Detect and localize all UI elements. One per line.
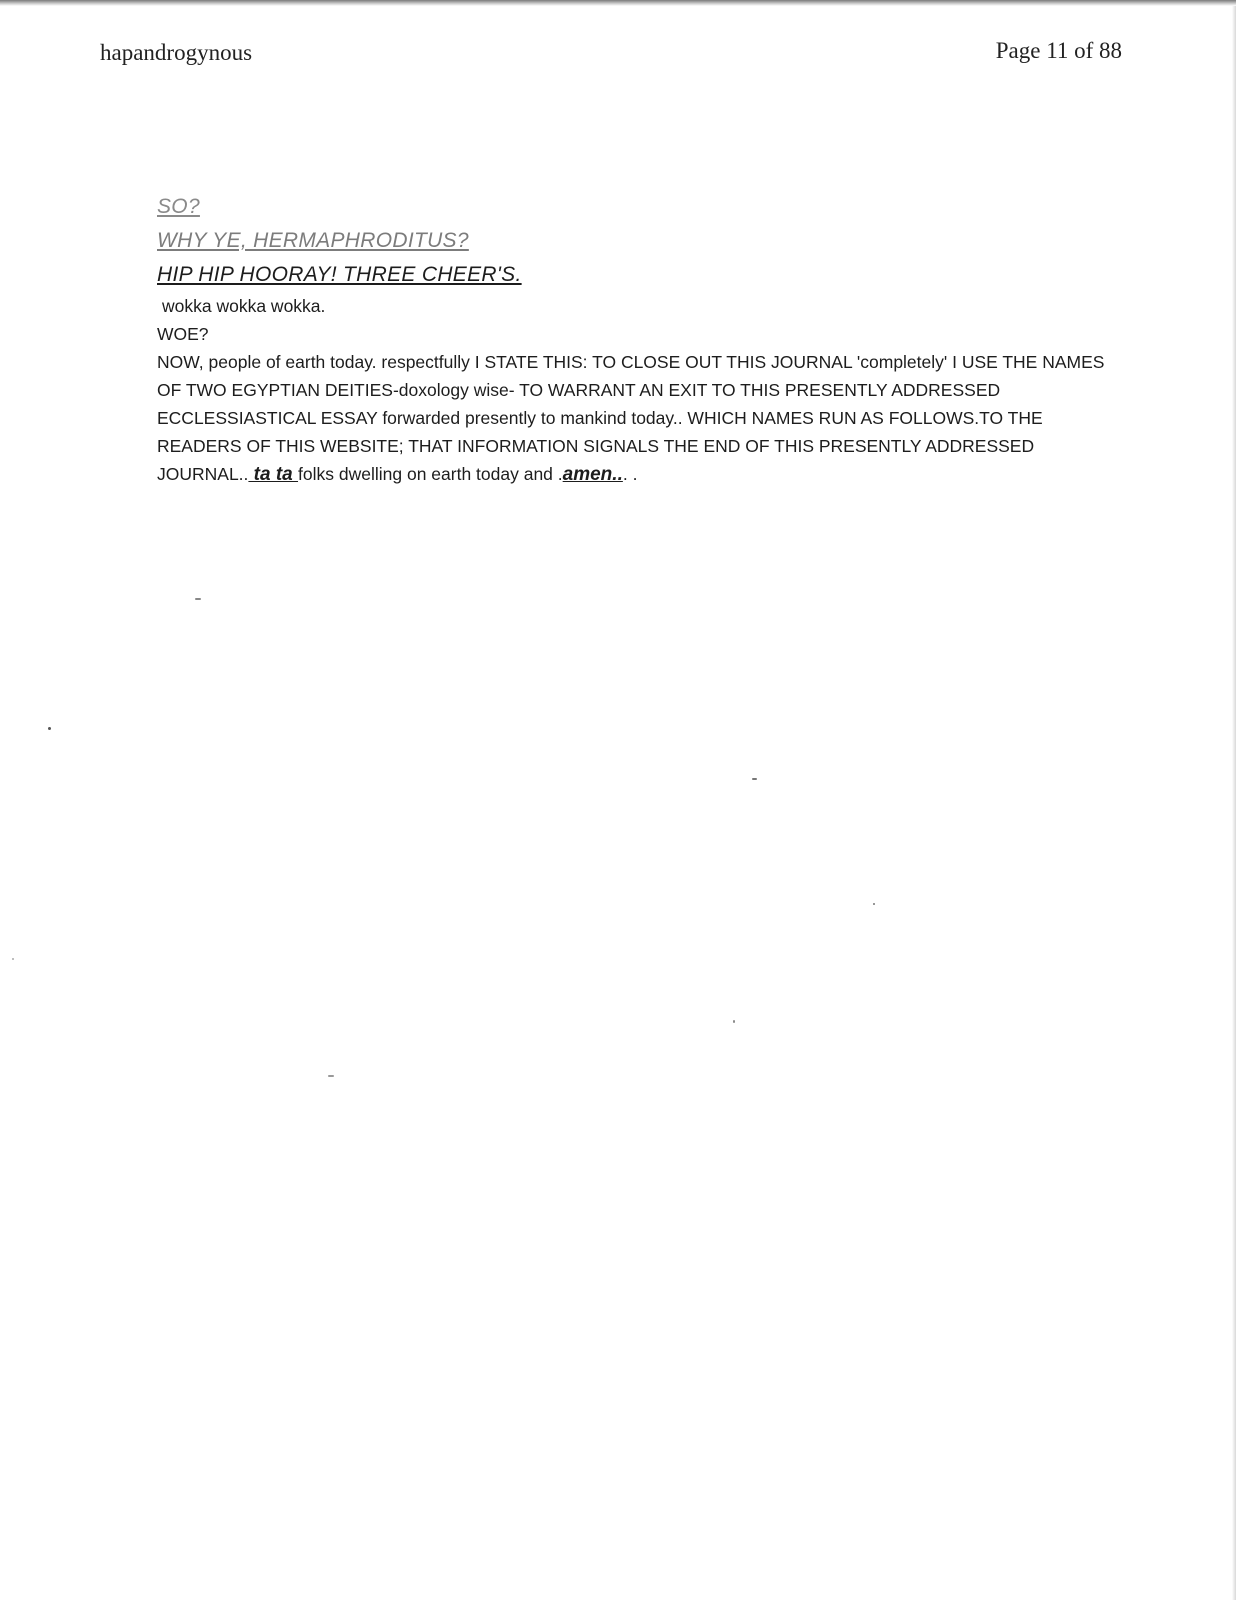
line-woe: WOE? [157, 324, 209, 344]
heading-so: SO? [157, 195, 200, 218]
scan-speck [48, 727, 51, 730]
line-wokka: wokka wokka wokka. [162, 296, 326, 316]
heading-three-cheers: HIP HIP HOORAY! THREE CHEER'S. [157, 263, 522, 286]
scan-speck [195, 598, 201, 600]
scan-top-edge [0, 0, 1236, 6]
paragraph-text-2: folks dwelling on earth today and . [298, 464, 563, 484]
scan-speck [733, 1020, 735, 1023]
scan-speck [12, 958, 14, 960]
header-page-number: Page 11 of 88 [995, 38, 1122, 63]
scan-speck [873, 903, 875, 905]
paragraph-text-3: . . [622, 464, 638, 484]
closing-paragraph [157, 348, 1117, 489]
scan-speck [328, 1075, 334, 1077]
paragraph-text-1: NOW, people of earth today. respectfully I STATE THIS: TO CLOSE OUT THIS JOURNAL 'completely' I USE THE NAMES OF TWO EGYPTIAN DEITIES-doxology wise- TO WARRANT AN EXIT TO THIS PRESENTLY ADDRESSED ECCLESSIASTICAL ESSAY forwarded presently to mankind today.. WHICH NAMES RUN AS FOLLOWS.TO THE READERS OF THIS WEBSITE; THAT INFORMATION SIGNALS THE END OF THIS PRESENTLY ADDRESSED JOURNAL.. [157, 352, 1105, 484]
scan-speck [752, 778, 757, 780]
journal-content [157, 190, 1117, 489]
header-site-name: hapandrogynous [100, 40, 253, 65]
heading-hermaphroditus: WHY YE, HERMAPHRODITUS? [157, 229, 469, 252]
scan-right-edge [1232, 6, 1236, 1600]
paragraph-emphasis-amen: amen.. [562, 464, 623, 485]
paragraph-emphasis-ta-ta: ta ta [248, 464, 299, 485]
